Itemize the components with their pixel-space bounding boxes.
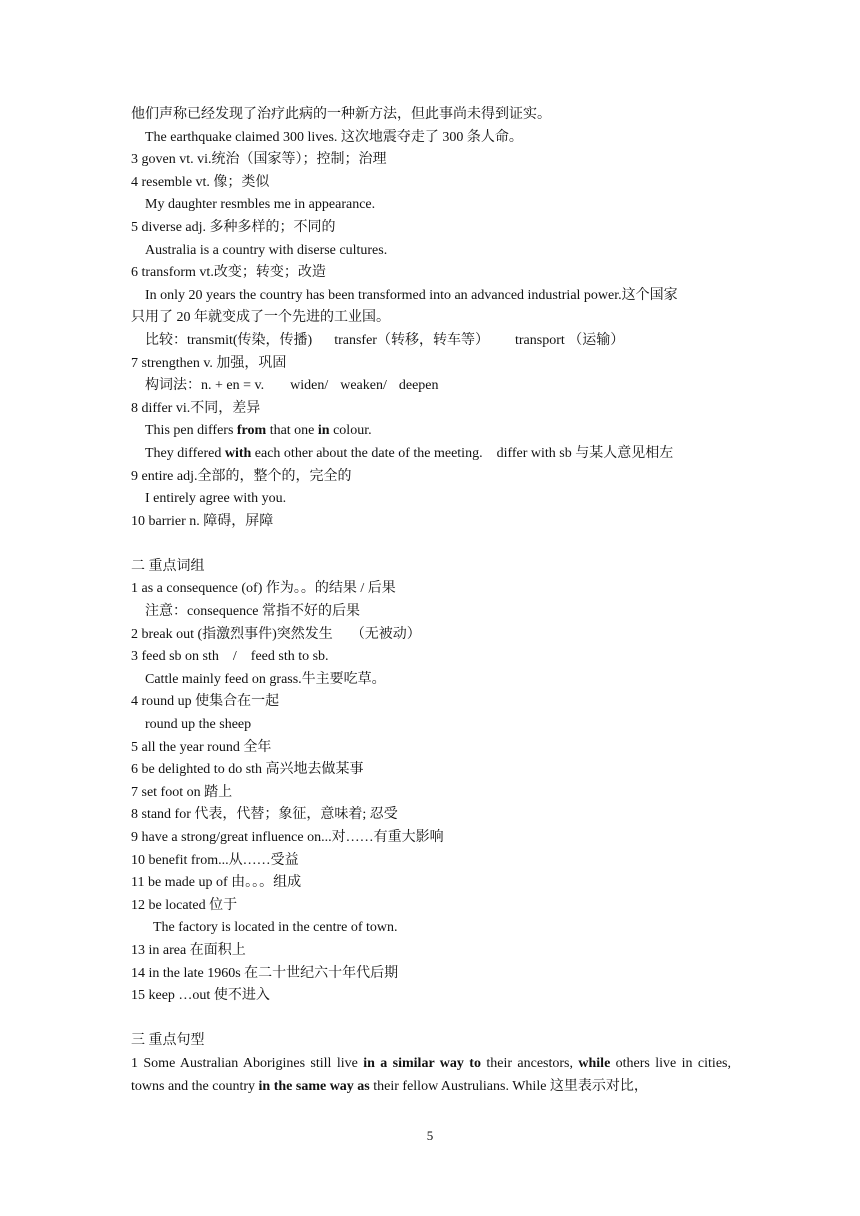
- bold-keyword: in a similar way to: [363, 1055, 481, 1071]
- text-run: colour.: [329, 423, 372, 439]
- document-body: [131, 104, 731, 1098]
- example-sentence: The earthquake claimed 300 lives. 这次地震夺走了 300 条人命。: [145, 129, 523, 145]
- example-sentence: Cattle mainly feed on grass.牛主要吃草。: [145, 671, 386, 687]
- phrase-entry: 6 be delighted to do sth 高兴地去做某事: [131, 762, 364, 778]
- phrase-entry: 5 all the year round 全年: [131, 739, 272, 755]
- comparison-item: transport （运输）: [514, 332, 625, 348]
- usage-note: differ with sb 与某人意见相左: [496, 445, 674, 461]
- text-run: （无被动）: [350, 626, 421, 642]
- text-run: feed sth to sb.: [250, 649, 329, 665]
- example-sentence: round up the sheep: [145, 717, 252, 733]
- comparison-item: transfer（转移，转车等）: [334, 332, 489, 348]
- example-sentence: I entirely agree with you.: [145, 491, 287, 507]
- vocab-entry: 9 entire adj.全部的，整个的，完全的: [131, 468, 352, 484]
- phrase-entry: 8 stand for 代表，代替；象征，意味着; 忍受: [131, 807, 398, 823]
- text-run: that one: [266, 423, 318, 439]
- section-heading: 二 重点词组: [131, 558, 205, 574]
- text-run: their fellow Austrulians. While 这里表示对比，: [369, 1078, 648, 1094]
- comparison-item: 比较：transmit(传染，传播): [145, 332, 313, 348]
- word-formation-line: [131, 375, 731, 398]
- vocab-entry: 7 strengthen v. 加强，巩固: [131, 355, 287, 371]
- vocab-entry: 4 resemble vt. 像；类似: [131, 174, 270, 190]
- bold-keyword: from: [236, 423, 267, 439]
- example-translation: 只用了 20 年就变成了一个先进的工业国。: [131, 310, 390, 326]
- bold-keyword: with: [224, 445, 252, 461]
- phrase-entry: 13 in area 在面积上: [131, 942, 246, 958]
- word-example: deepen: [398, 378, 439, 394]
- word-example: widen/: [290, 378, 329, 394]
- comparison-line: [131, 330, 731, 353]
- vocab-entry: 6 transform vt.改变；转变；改造: [131, 265, 326, 281]
- section-heading: 三 重点句型: [131, 1033, 205, 1049]
- phrase-entry: 9 have a strong/great influence on...对……有重大影响: [131, 830, 444, 845]
- phrase-entry: 4 round up 使集合在一起: [131, 694, 280, 710]
- phrase-entry: 11 be made up of 由。。。组成: [131, 875, 302, 891]
- phrase-note: 注意：consequence 常指不好的后果: [145, 604, 361, 620]
- word-formation-rule: 构词法：n. + en = v.: [145, 378, 265, 394]
- word-example: weaken/: [340, 378, 387, 394]
- example-sentence: [131, 443, 731, 466]
- phrase-entry: 14 in the late 1960s 在二十世纪六十年代后期: [131, 965, 399, 981]
- bold-keyword: in the same way as: [258, 1078, 370, 1094]
- example-sentence: Australia is a country with diserse cultures.: [145, 242, 388, 258]
- phrase-entry: 12 be located 位于: [131, 897, 238, 913]
- example-sentence: The factory is located in the centre of town.: [153, 920, 398, 936]
- bold-keyword: in: [317, 423, 330, 439]
- example-sentence: My daughter resmbles me in appearance.: [145, 197, 376, 213]
- phrase-entry: [131, 646, 731, 669]
- text-run: /: [232, 649, 237, 665]
- text-run: each other about the date of the meeting.: [251, 445, 483, 461]
- phrase-entry: 1 as a consequence (of) 作为。。的结果 / 后果: [131, 581, 396, 597]
- vocab-entry: 5 diverse adj. 多种多样的；不同的: [131, 219, 336, 235]
- phrase-entry: 7 set foot on 踏上: [131, 784, 233, 800]
- text-run: They differed: [145, 445, 225, 461]
- vocab-entry: 3 goven vt. vi.统治（国家等）；控制；治理: [131, 152, 387, 168]
- text-run: 2 break out (指激烈事件)突然发生: [131, 626, 333, 642]
- phrase-entry: 10 benefit from...从……受益: [131, 852, 299, 868]
- phrase-entry: [131, 624, 731, 647]
- text-run: their ancestors,: [480, 1055, 579, 1071]
- vocab-entry: 10 barrier n. 障碍，屏障: [131, 513, 274, 529]
- text-run: others live in cities, towns and the country: [131, 1055, 731, 1094]
- example-sentence: [131, 420, 731, 443]
- phrase-entry: 15 keep …out 使不进入: [131, 988, 270, 1004]
- text-run: 1 Some Australian Aborigines still live: [131, 1055, 364, 1071]
- text-run: 3 feed sb on sth: [131, 649, 219, 665]
- text-run: This pen differs: [145, 423, 237, 439]
- bold-keyword: while: [578, 1055, 611, 1071]
- vocab-entry: 8 differ vi.不同，差异: [131, 400, 261, 416]
- text-line: 他们声称已经发现了治疗此病的一种新方法，但此事尚未得到证实。: [131, 107, 551, 122]
- sentence-pattern: [131, 1053, 731, 1098]
- example-sentence: In only 20 years the country has been transformed into an advanced industrial power.这个国家: [145, 287, 678, 303]
- page-number: 5: [426, 1128, 434, 1143]
